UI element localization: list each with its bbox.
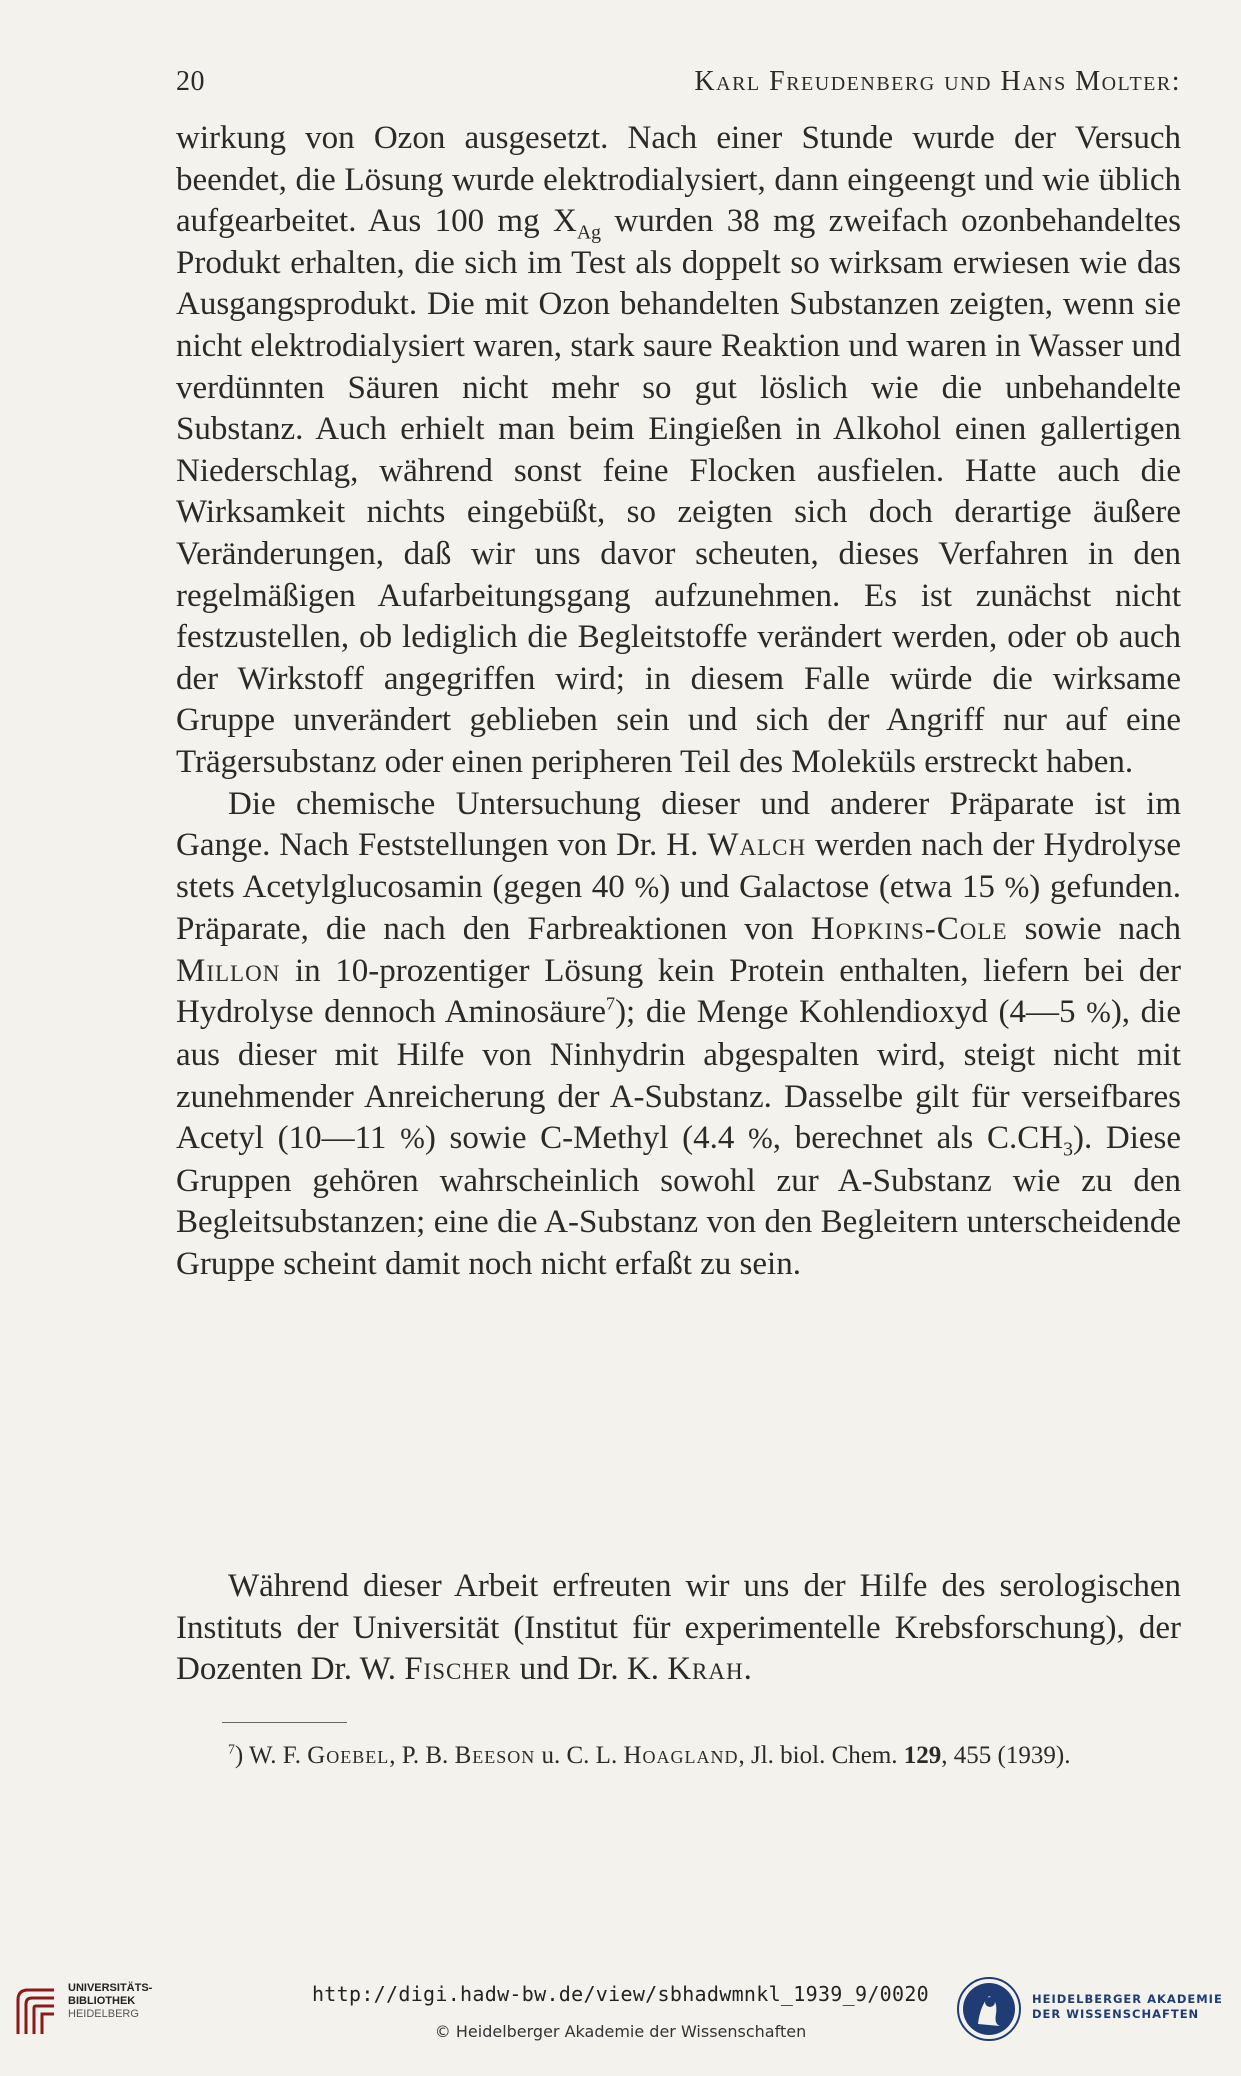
text-run: ); die Menge Kohlendioxyd (4—5 (615, 994, 1087, 1031)
text-run: , 455 (1939). (941, 1742, 1071, 1769)
author-name: Walch (707, 827, 807, 864)
running-head: Karl Freudenberg und Hans Molter: (694, 66, 1181, 97)
library-line-3: HEIDELBERG (68, 2008, 139, 2020)
footnote-marker: 7 (228, 1741, 235, 1757)
academy-line-2: DER WISSENSCHAFTEN (1032, 2007, 1200, 2021)
text-run: wurden 38 mg zweifach ozonbehandeltes Produkt erhalten, die sich im Test als doppelt so wirksam erwiesen wie das Ausgangsprodukt. Die mit Ozon behandelten Substanzen zeigten, wenn sie nicht elektrodialysiert waren, stark saure Reaktion und waren in Wasser und verdünnten Säuren nicht mehr so gut löslich wie die unbehandelte Substanz. Auch erhielt man beim Eingießen in Alkohol einen gallertigen Niederschlag, während sonst feine Flocken ausfielen. Hatte auch die Wirksamkeit nichts eingebüßt, so zeigten sich doch derartige äußere Veränderungen, daß wir uns davor scheuten, dieses Verfahren in den regelmäßigen Aufarbeitungsgang aufzunehmen. Es ist zunächst nicht festzustellen, ob lediglich die Begleitstoffe verändert werden, oder ob auch der Wirkstoff angegriffen wird; in diesem Falle würde die wirksame Gruppe unverändert geblieben sein und sich der Angriff nur auf eine Trägersubstanz oder einen peripheren Teil des Moleküls erstreckt haben. (176, 203, 1181, 780)
text-run: ) W. F. (234, 1742, 308, 1769)
percent-sign: % (634, 871, 660, 904)
copyright-notice: © Heidelberger Akademie der Wissenschaften (434, 2022, 807, 2041)
text-run: Die chemische Untersuchung dieser und anderer Präparate ist im Gange. Nach Feststellungen von Dr. H. (176, 785, 1181, 864)
text-run: Während dieser Arbeit erfreuten wir uns der Hilfe des serologischen Instituts der Universität (Institut für experimentelle Krebsforschung), der Dozenten Dr. W. (176, 1568, 1181, 1688)
author-name: Hopkins-Cole (810, 911, 1008, 948)
text-run: ), die aus dieser mit Hilfe von Ninhydrin abgespalten wird, steigt nicht mit zunehmender Anreicherung der A-Substanz. Dasselbe gilt für verseifbares Acetyl (10—11 (176, 994, 1181, 1157)
author-name: Millon (176, 952, 281, 989)
author-name: Fischer (404, 1651, 512, 1688)
text-run: und Dr. K. (511, 1651, 668, 1688)
body-text (176, 118, 1181, 1286)
percent-sign: % (1086, 997, 1111, 1030)
text-run: ). Diese Gruppen gehören wahrscheinlich sowohl zur A-Substanz wie zu den Begleitsubstanzen; eine die A-Substanz von den Begleitern unterscheidende Gruppe scheint damit noch nicht erfaßt zu sein. (176, 1120, 1181, 1283)
text-run: , Jl. biol. Chem. (738, 1742, 904, 1769)
journal-volume: 129 (903, 1742, 942, 1769)
text-run: , berechnet als C.CH (772, 1120, 1064, 1157)
acknowledgement-paragraph (176, 1566, 1181, 1691)
percent-sign: % (748, 1123, 773, 1156)
subscript-3: 3 (1063, 1138, 1073, 1161)
footnote-reference[interactable]: 7 (605, 993, 616, 1014)
text-run: ) sowie C-Methyl (4.4 (424, 1120, 749, 1157)
library-line-1: UNIVERSITÄTS- (68, 1982, 153, 1994)
author-name: Krah (667, 1651, 744, 1688)
academy-line-1: HEIDELBERGER AKADEMIE (1032, 1992, 1223, 2006)
text-run: , P. B. (389, 1742, 455, 1769)
footnote-divider (222, 1722, 347, 1723)
author-name: Beeson (454, 1742, 536, 1769)
academy-label (1032, 1992, 1223, 2022)
percent-sign: % (1004, 871, 1030, 904)
text-run: sowie nach (1007, 911, 1181, 948)
page-number: 20 (176, 66, 205, 97)
author-name: Hoagland (623, 1742, 739, 1769)
text-run: . (743, 1651, 752, 1688)
text-run: ) gefunden. Präparate, die nach den Farbreaktionen von (176, 868, 1181, 948)
percent-sign: % (400, 1123, 425, 1156)
text-run: werden nach der Hydrolyse stets Acetylglucosamin (gegen 40 (176, 827, 1181, 905)
footnote-7 (176, 1738, 1181, 1774)
text-run: in 10-prozentiger Lösung kein Protein enthalten, liefern bei der Hydrolyse dennoch Aminosäure (176, 952, 1181, 1031)
author-name: Goebel (307, 1742, 390, 1769)
permalink-url[interactable]: http://digi.hadw-bw.de/view/sbhadwmnkl_1939_9/0020 (311, 1982, 930, 2006)
paragraph-2 (176, 784, 1181, 1286)
text-run: u. C. L. (535, 1742, 624, 1769)
text-run: wirkung von Ozon ausgesetzt. Nach einer Stunde wurde der Versuch beendet, die Lösung wurde elektrodialysiert, dann eingeengt und wie üblich aufgearbeitet. Aus 100 mg X (176, 120, 1181, 240)
academy-seal-icon[interactable] (956, 1976, 1022, 2042)
text-run: ) und Galactose (etwa 15 (659, 868, 1005, 905)
subscript-ag: Ag (576, 221, 601, 244)
library-line-2: BIBLIOTHEK (68, 1995, 136, 2007)
footer (0, 1970, 1241, 2076)
paragraph-1 (176, 118, 1181, 784)
